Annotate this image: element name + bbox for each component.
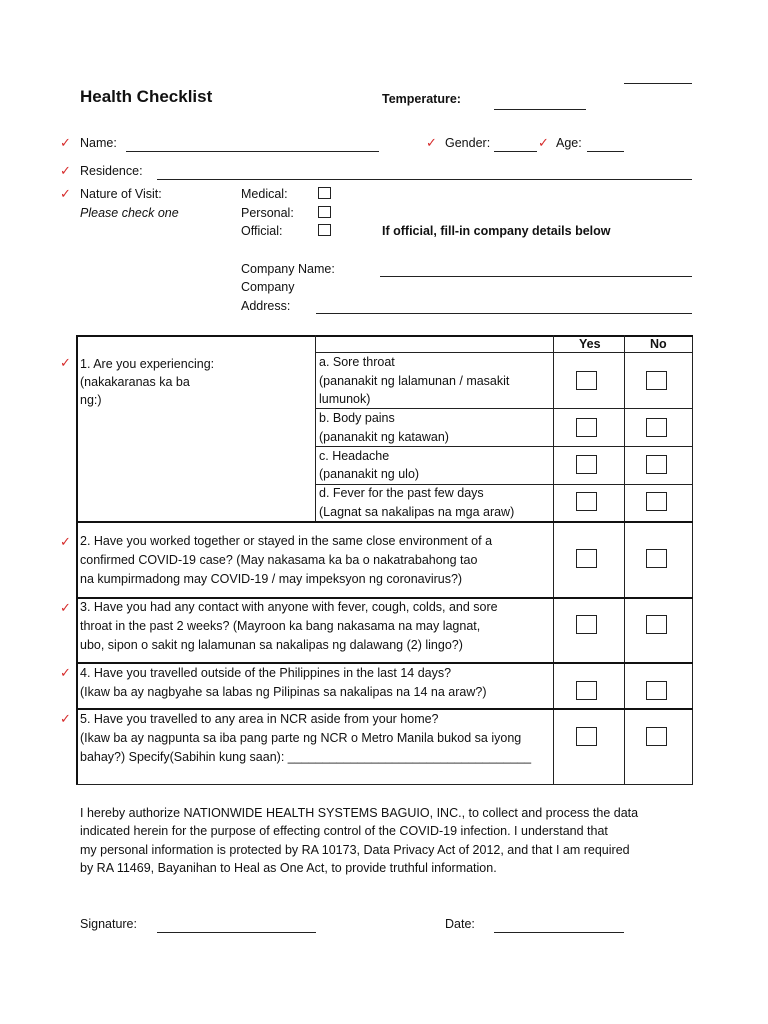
check-mark-icon: ✓ — [60, 600, 71, 615]
sore-throat-yes-checkbox[interactable] — [576, 371, 597, 390]
official-note: If official, fill-in company details below — [382, 224, 611, 238]
symptom-a-line-3: lumunok) — [319, 392, 371, 406]
symptom-c-line-2: (pananakit ng ulo) — [319, 467, 420, 481]
q3-line-2: throat in the past 2 weeks? (Mayroon ka bang nakasama na may lagnat, — [80, 619, 481, 633]
nature-of-visit-label: Nature of Visit: — [80, 187, 162, 201]
age-field[interactable] — [587, 151, 624, 152]
consent-line-4: by RA 11469, Bayanihan to Heal as One Act, to provide truthful information. — [80, 861, 497, 875]
q3-line-3: ubo, sipon o sakit ng lalamunan sa nakalipas ng dalawang (2) lingo?) — [80, 638, 463, 652]
yes-header: Yes — [579, 337, 601, 351]
please-check-one: Please check one — [80, 206, 179, 220]
temperature-label: Temperature: — [382, 92, 461, 106]
signature-label: Signature: — [80, 917, 137, 931]
age-label: Age: — [556, 136, 582, 150]
check-mark-icon: ✓ — [60, 534, 71, 549]
symptom-b-line-2: (pananakit ng katawan) — [319, 430, 449, 444]
official-checkbox[interactable] — [318, 224, 331, 236]
headache-no-checkbox[interactable] — [646, 455, 667, 474]
check-mark-icon: ✓ — [60, 711, 71, 726]
top-right-blank[interactable] — [624, 83, 692, 84]
symptom-b-line-1: b. Body pains — [319, 411, 395, 425]
symptom-c-line-1: c. Headache — [319, 449, 390, 463]
q5-line-2: (Ikaw ba ay nagpunta sa iba pang parte ng NCR o Metro Manila bukod sa iyong — [80, 731, 522, 745]
q1-line-1: 1. Are you experiencing: — [80, 357, 215, 371]
q2-yes-checkbox[interactable] — [576, 549, 597, 568]
company-address-label-1: Company — [241, 280, 295, 294]
q5-line-1: 5. Have you travelled to any area in NCR aside from your home? — [80, 712, 439, 726]
q5-yes-checkbox[interactable] — [576, 727, 597, 746]
body-pains-yes-checkbox[interactable] — [576, 418, 597, 437]
q3-line-1: 3. Have you had any contact with anyone with fever, cough, colds, and sore — [80, 600, 498, 614]
company-address-label-2: Address: — [241, 299, 291, 313]
body-pains-no-checkbox[interactable] — [646, 418, 667, 437]
check-mark-icon: ✓ — [60, 665, 71, 680]
consent-line-3: my personal information is protected by RA 10173, Data Privacy Act of 2012, and that I am required — [80, 843, 630, 857]
no-header: No — [650, 337, 667, 351]
q1-line-2: (nakakaranas ka ba — [80, 375, 190, 389]
option-official-label: Official: — [241, 224, 283, 238]
q5-no-checkbox[interactable] — [646, 727, 667, 746]
symptom-d-line-1: d. Fever for the past few days — [319, 486, 484, 500]
name-label: Name: — [80, 136, 117, 150]
check-mark-icon: ✓ — [426, 135, 437, 150]
q3-no-checkbox[interactable] — [646, 615, 667, 634]
symptom-a-line-2: (pananakit ng lalamunan / masakit — [319, 374, 510, 388]
medical-checkbox[interactable] — [318, 187, 331, 199]
personal-checkbox[interactable] — [318, 206, 331, 218]
date-label: Date: — [445, 917, 475, 931]
q4-no-checkbox[interactable] — [646, 681, 667, 700]
q2-no-checkbox[interactable] — [646, 549, 667, 568]
fever-yes-checkbox[interactable] — [576, 492, 597, 511]
q2-line-2: confirmed COVID-19 case? (May nakasama ka ba o nakatrabahong tao — [80, 553, 478, 567]
residence-label: Residence: — [80, 164, 143, 178]
check-mark-icon: ✓ — [60, 163, 71, 178]
option-personal-label: Personal: — [241, 206, 294, 220]
headache-yes-checkbox[interactable] — [576, 455, 597, 474]
q4-line-1: 4. Have you travelled outside of the Philippines in the last 14 days? — [80, 666, 452, 680]
q1-line-3: ng:) — [80, 393, 102, 407]
check-mark-icon: ✓ — [60, 355, 71, 370]
consent-line-1: I hereby authorize NATIONWIDE HEALTH SYSTEMS BAGUIO, INC., to collect and process the data — [80, 806, 639, 820]
q2-line-3: na kumpirmadong may COVID-19 / may impeksyon ng coronavirus?) — [80, 572, 463, 586]
symptom-a-line-1: a. Sore throat — [319, 355, 395, 369]
company-name-label: Company Name: — [241, 262, 335, 276]
name-field[interactable] — [126, 151, 379, 152]
consent-line-2: indicated herein for the purpose of effecting control of the COVID-19 infection. I understand that — [80, 824, 608, 838]
q3-yes-checkbox[interactable] — [576, 615, 597, 634]
form-title: Health Checklist — [80, 87, 213, 106]
symptom-d-line-2: (Lagnat sa nakalipas na mga araw) — [319, 505, 515, 519]
company-name-field[interactable] — [380, 276, 692, 277]
check-mark-icon: ✓ — [60, 186, 71, 201]
q4-line-2: (Ikaw ba ay nagbyahe sa labas ng Pilipinas sa nakalipas na 14 na araw?) — [80, 685, 487, 699]
sore-throat-no-checkbox[interactable] — [646, 371, 667, 390]
gender-field[interactable] — [494, 151, 537, 152]
q5-line-3: bahay?) Specify(Sabihin kung saan): ___________________________________ — [80, 750, 532, 764]
company-address-field[interactable] — [316, 313, 692, 314]
check-mark-icon: ✓ — [538, 135, 549, 150]
residence-field[interactable] — [157, 179, 692, 180]
check-mark-icon: ✓ — [60, 135, 71, 150]
signature-field[interactable] — [157, 932, 316, 933]
gender-label: Gender: — [445, 136, 491, 150]
option-medical-label: Medical: — [241, 187, 288, 201]
fever-no-checkbox[interactable] — [646, 492, 667, 511]
q2-line-1: 2. Have you worked together or stayed in the same close environment of a — [80, 534, 493, 548]
temperature-field[interactable] — [494, 109, 586, 110]
date-field[interactable] — [494, 932, 624, 933]
q4-yes-checkbox[interactable] — [576, 681, 597, 700]
